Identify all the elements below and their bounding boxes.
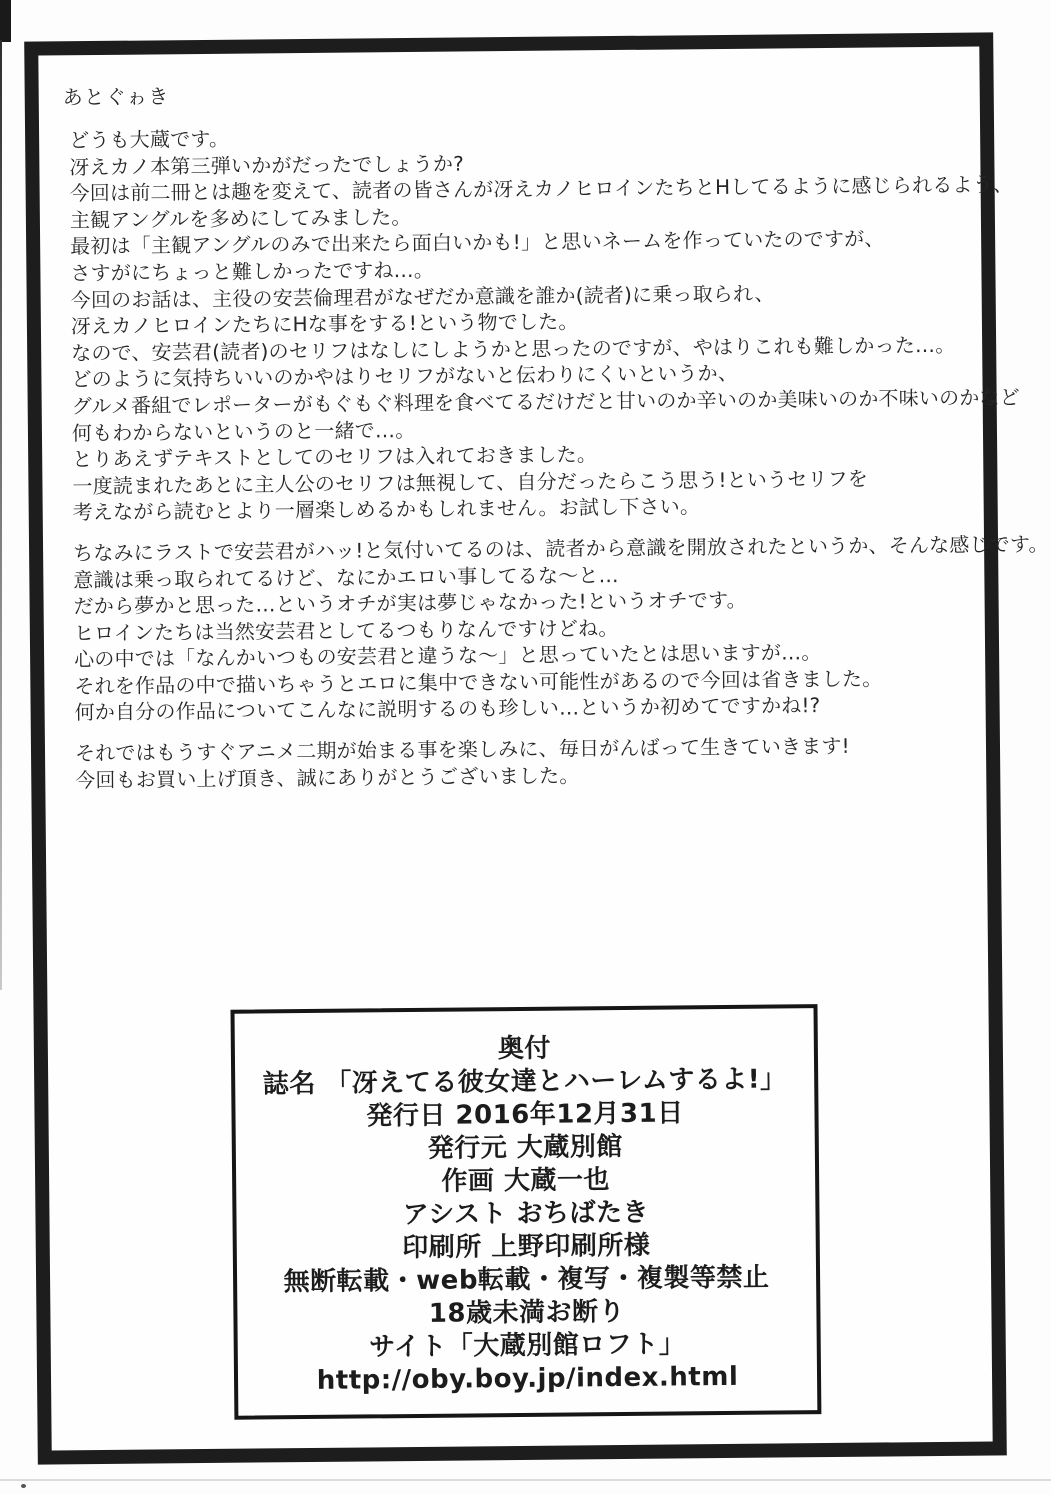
afterword-line: ヒロインたちは当然安芸君としてるつもりなんですけどね。 (73, 615, 619, 645)
colophon-lines (235, 1030, 817, 1399)
afterword-line: 冴えカノ本第三弾いかがだったでしょうか? (69, 151, 465, 179)
afterword-line: 主観アングルを多めにしてみました。 (69, 204, 412, 233)
afterword-line: 今回のお話は、主役の安芸倫理君がなぜだか意識を誰か(読者)に乗っ取られ、 (70, 281, 775, 312)
colophon-line: 誌名 「冴えてる彼女達とハーレムするよ!」 (262, 1064, 787, 1100)
colophon-line: 作画 大蔵一也 (441, 1165, 611, 1197)
afterword-line: 意識は乗っ取られてるけど、なにかエロい事してるな〜と… (73, 562, 619, 592)
afterword-line: とりあえずテキストとしてのセリフは入れておきました。 (72, 442, 598, 472)
afterword-line: だから夢かと思った…というオチが実は夢じゃなかった!というオチです。 (73, 587, 747, 619)
scan-artifact-left-edge (0, 40, 2, 990)
afterword-line: 何か自分の作品についてこんなに説明するのも珍しい…というか初めてですかね!? (74, 693, 821, 725)
colophon-line: 無断転載・web転載・複写・複製等禁止 (283, 1262, 770, 1298)
afterword-line: 考えながら読むとより一層楽しめるかもしれません。お試し下さい。 (72, 494, 701, 525)
afterword-heading: あとぐゎき (62, 84, 170, 110)
afterword-line: さすがにちょっと難しかったですね…。 (70, 257, 435, 286)
colophon-line: サイト「大蔵別館ロフト」 (369, 1329, 686, 1363)
afterword-line: どうも大蔵です。 (69, 126, 230, 153)
colophon-line: http://oby.boy.jp/index.html (316, 1361, 739, 1396)
colophon-line: 発行元 大蔵別館 (427, 1131, 624, 1164)
page-frame (24, 32, 1049, 1464)
scan-artifact-dot (21, 1484, 26, 1488)
afterword-line: なので、安芸君(読者)のセリフはなしにしようかと思ったのですが、やはりこれも難しかった…。 (71, 332, 956, 365)
afterword-line: 心の中では「なんかいつもの安芸君と違うな〜」と思っていたとは思いますが…。 (74, 640, 822, 672)
afterword-line: グルメ番組でレポーターがもぐもぐ料理を食べてるだけだと甘いのか辛いのか美味いのか不味いのかなど (71, 385, 1020, 419)
colophon-line: 18歳未満お断り (428, 1296, 626, 1329)
afterword-line: ちなみにラストで安芸君がハッ!と気付いてるのは、読者から意識を開放されたというか、そんな感じです。 (72, 531, 1049, 566)
afterword-line: 今回は前二冊とは趣を変えて、読者の皆さんが冴えカノヒロインたちとHしてるように感じられるよう、 (69, 172, 1014, 206)
afterword-line: 冴えカノヒロインたちにHな事をする!という物でした。 (70, 309, 579, 339)
afterword-line: それではもうすぐアニメ二期が始まる事を楽しみに、毎日がんばって生きていきます! (74, 733, 850, 766)
afterword-line: 何もわからないというのと一緒で…。 (71, 417, 416, 445)
afterword-body (69, 118, 1051, 794)
afterword-line: それを作品の中で描いちゃうとエロに集中できない可能性があるので今回は省きました。 (74, 666, 883, 699)
afterword-line: 今回もお買い上げ頂き、誠にありがとうございました。 (75, 763, 580, 792)
afterword-line: どのように気持ちいいのかやはりセリフがないと伝わりにくいというか、 (71, 361, 739, 392)
scan-artifact-top-left (0, 0, 11, 42)
colophon-line: 発行日 2016年12月31日 (366, 1098, 684, 1132)
scan-artifact-bottom-edge (0, 1479, 1051, 1481)
afterword-line: 最初は「主観アングルのみで出来たら面白いかも!」と思いネームを作っていたのですが、 (70, 226, 885, 259)
colophon-line: 奥付 (497, 1033, 552, 1065)
colophon-line: アシスト おちばたき (402, 1197, 650, 1231)
afterword-line: 一度読まれたあとに主人公のセリフは無視して、自分だったらこう思う!というセリフを (72, 466, 869, 498)
colophon-line: 印刷所 上野印刷所様 (402, 1230, 651, 1264)
colophon-box (230, 1004, 821, 1420)
